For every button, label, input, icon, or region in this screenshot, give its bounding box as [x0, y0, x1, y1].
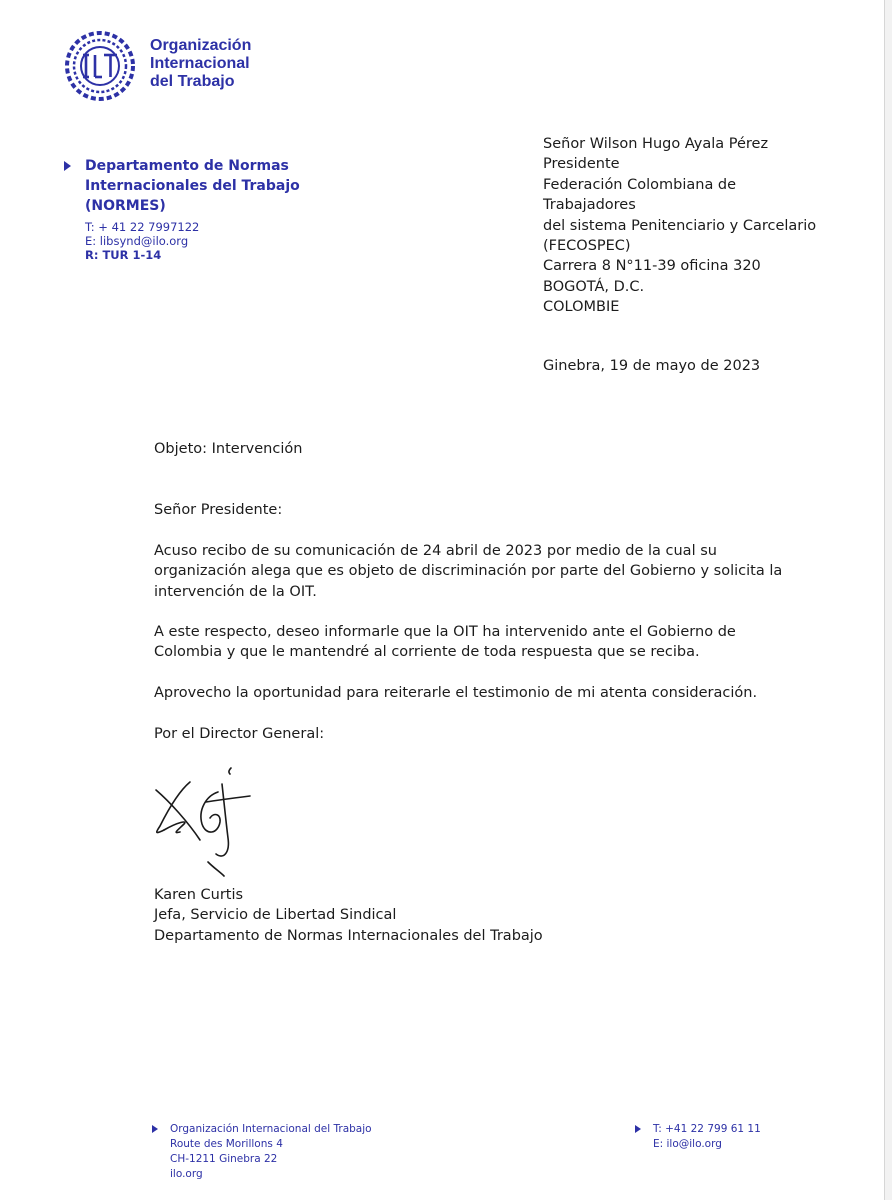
recipient-line: BOGOTÁ, D.C. — [543, 278, 645, 295]
footer-email-link[interactable]: E: ilo@ilo.org — [653, 1138, 722, 1150]
department-title-line-2: Internacionales del Trabajo (NORMES) — [85, 178, 300, 214]
department-block — [64, 156, 384, 262]
letter-paragraph-3: Aprovecho la oportunidad para reiterarle el testimonio de mi atenta consideración. — [154, 685, 758, 701]
signer-department: Departamento de Normas Internacionales del Trabajo — [154, 927, 543, 944]
letter-date: Ginebra, 19 de mayo de 2023 — [543, 358, 761, 374]
arrow-right-icon — [152, 1125, 158, 1133]
organization-name — [150, 37, 251, 91]
signer-name: Karen Curtis — [154, 887, 244, 903]
letter-paragraph-2: A este respecto, deseo informarle que la OIT ha intervenido ante el Gobierno de Colombia y que le mantendré al corriente de toda respuesta que se reciba. — [154, 624, 736, 661]
recipient-address — [543, 134, 816, 318]
department-title — [85, 156, 384, 216]
footer-contact — [635, 1122, 761, 1152]
recipient-line: del sistema Penitenciario y Carcelario — [543, 217, 817, 234]
org-name-line-2: Internacional — [150, 55, 250, 72]
recipient-line: COLOMBIE — [543, 299, 620, 316]
department-title-line-1: Departamento de Normas — [85, 158, 289, 174]
department-email: E: libsynd@ilo.org — [85, 234, 189, 248]
org-name-line-3: del Trabajo — [150, 73, 235, 90]
letter-salutation: Señor Presidente: — [154, 502, 283, 518]
department-phone: T: + 41 22 7997122 — [85, 220, 200, 234]
signer-role: Jefa, Servicio de Libertad Sindical — [154, 907, 397, 924]
recipient-line: Señor Wilson Hugo Ayala Pérez — [543, 136, 769, 152]
footer-address-line: Organización Internacional del Trabajo — [170, 1123, 372, 1135]
footer-address — [152, 1122, 372, 1182]
letter-subject: Objeto: Intervención — [154, 441, 303, 457]
letter-closing: Por el Director General: — [154, 726, 325, 742]
org-name-line-1: Organización — [150, 37, 252, 54]
footer-phone: T: +41 22 799 61 11 — [653, 1123, 761, 1135]
footer-website-link[interactable]: ilo.org — [170, 1168, 203, 1180]
recipient-line: Federación Colombiana de — [543, 176, 737, 193]
recipient-line: (FECOSPEC) — [543, 238, 631, 255]
recipient-line: Carrera 8 N°11-39 oficina 320 — [543, 258, 761, 275]
footer-address-line: Route des Morillons 4 — [170, 1138, 283, 1150]
recipient-line: Trabajadores — [543, 197, 636, 214]
department-contacts — [85, 220, 384, 262]
arrow-right-icon — [64, 161, 71, 171]
handwritten-signature-icon — [148, 762, 263, 877]
letter-paragraph-1: Acuso recibo de su comunicación de 24 abril de 2023 por medio de la cual su organización alega que es objeto de discriminación por parte del Gobierno y solicita la intervención de la OIT. — [154, 543, 783, 600]
recipient-line: Presidente — [543, 156, 620, 173]
ilo-logo-icon — [64, 30, 136, 102]
department-reference: R: TUR 1-14 — [85, 248, 162, 262]
arrow-right-icon — [635, 1125, 641, 1133]
signer-block — [154, 885, 543, 946]
footer-address-line: CH-1211 Ginebra 22 — [170, 1153, 278, 1165]
